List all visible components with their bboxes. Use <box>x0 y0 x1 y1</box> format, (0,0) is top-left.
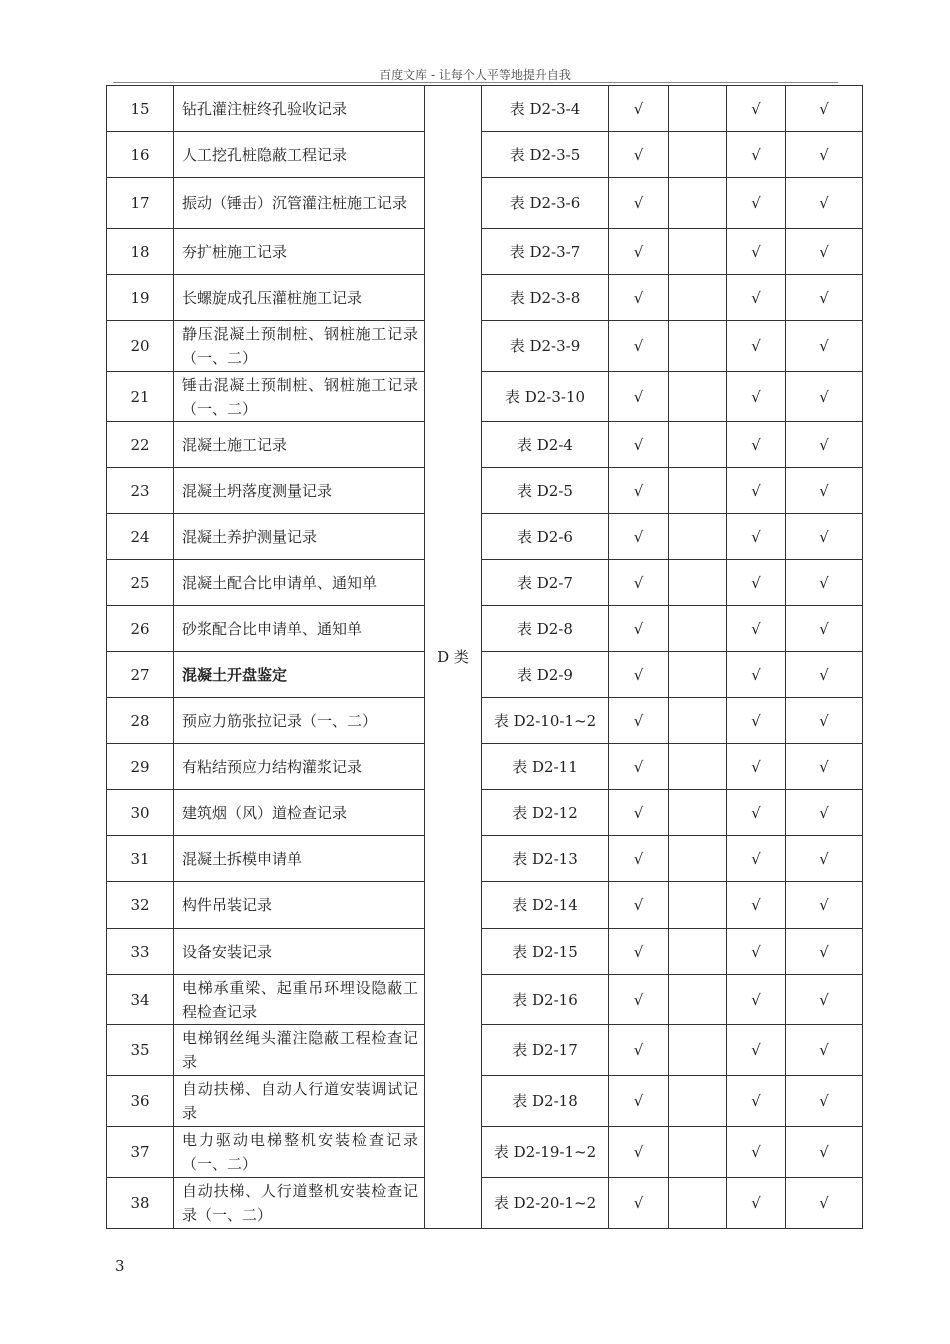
row-number-cell: 31 <box>107 836 174 882</box>
row-number-cell: 21 <box>107 372 174 422</box>
records-body <box>107 86 863 1229</box>
record-name-cell: 预应力筋张拉记录（一、二） <box>174 698 425 744</box>
row-number-cell: 16 <box>107 132 174 178</box>
check-cell-2 <box>669 178 727 229</box>
table-row <box>107 178 863 229</box>
form-code-cell: 表 D2-5 <box>482 468 609 514</box>
check-cell-4: √ <box>786 882 863 929</box>
check-cell-1: √ <box>609 606 669 652</box>
check-cell-3: √ <box>727 836 786 882</box>
check-cell-3: √ <box>727 514 786 560</box>
form-code-cell: 表 D2-3-5 <box>482 132 609 178</box>
form-code-cell: 表 D2-3-4 <box>482 86 609 132</box>
row-number-cell: 15 <box>107 86 174 132</box>
row-number-cell: 37 <box>107 1127 174 1178</box>
row-number-cell: 20 <box>107 321 174 372</box>
table-row <box>107 882 863 929</box>
table-row <box>107 1025 863 1076</box>
check-cell-1: √ <box>609 514 669 560</box>
check-cell-2 <box>669 86 727 132</box>
form-code-cell: 表 D2-3-6 <box>482 178 609 229</box>
table-row <box>107 652 863 698</box>
check-cell-4: √ <box>786 560 863 606</box>
form-code-cell: 表 D2-11 <box>482 744 609 790</box>
check-cell-4: √ <box>786 1127 863 1178</box>
row-number-cell: 38 <box>107 1178 174 1229</box>
check-cell-2 <box>669 1127 727 1178</box>
check-cell-3: √ <box>727 372 786 422</box>
record-name-cell: 振动（锤击）沉管灌注桩施工记录 <box>174 178 425 229</box>
check-cell-4: √ <box>786 975 863 1025</box>
check-cell-1: √ <box>609 132 669 178</box>
record-name-cell: 夯扩桩施工记录 <box>174 229 425 275</box>
check-cell-1: √ <box>609 372 669 422</box>
table-row <box>107 321 863 372</box>
check-cell-3: √ <box>727 132 786 178</box>
record-name-cell: 建筑烟（风）道检查记录 <box>174 790 425 836</box>
check-cell-4: √ <box>786 275 863 321</box>
check-cell-4: √ <box>786 744 863 790</box>
row-number-cell: 30 <box>107 790 174 836</box>
check-cell-4: √ <box>786 321 863 372</box>
form-code-cell: 表 D2-9 <box>482 652 609 698</box>
check-cell-3: √ <box>727 652 786 698</box>
check-cell-3: √ <box>727 178 786 229</box>
check-cell-3: √ <box>727 882 786 929</box>
check-cell-2 <box>669 882 727 929</box>
table-row <box>107 560 863 606</box>
check-cell-2 <box>669 744 727 790</box>
check-cell-4: √ <box>786 86 863 132</box>
record-name-cell: 锤击混凝土预制桩、钢桩施工记录（一、二） <box>174 372 425 422</box>
check-cell-2 <box>669 790 727 836</box>
check-cell-1: √ <box>609 744 669 790</box>
row-number-cell: 27 <box>107 652 174 698</box>
check-cell-3: √ <box>727 1127 786 1178</box>
row-number-cell: 28 <box>107 698 174 744</box>
check-cell-3: √ <box>727 790 786 836</box>
check-cell-2 <box>669 560 727 606</box>
check-cell-4: √ <box>786 929 863 975</box>
check-cell-4: √ <box>786 790 863 836</box>
check-cell-1: √ <box>609 652 669 698</box>
check-cell-4: √ <box>786 836 863 882</box>
check-cell-2 <box>669 422 727 468</box>
table-row <box>107 698 863 744</box>
row-number-cell: 18 <box>107 229 174 275</box>
form-code-cell: 表 D2-16 <box>482 975 609 1025</box>
check-cell-4: √ <box>786 1076 863 1127</box>
check-cell-1: √ <box>609 1178 669 1229</box>
table-row <box>107 929 863 975</box>
record-name-cell: 砂浆配合比申请单、通知单 <box>174 606 425 652</box>
table-row <box>107 86 863 132</box>
record-name-cell: 设备安装记录 <box>174 929 425 975</box>
page-number: 3 <box>115 1257 125 1275</box>
record-name-cell: 电梯承重梁、起重吊环埋设隐蔽工程检查记录 <box>174 975 425 1025</box>
check-cell-2 <box>669 372 727 422</box>
check-cell-4: √ <box>786 698 863 744</box>
check-cell-4: √ <box>786 178 863 229</box>
row-number-cell: 35 <box>107 1025 174 1076</box>
check-cell-1: √ <box>609 975 669 1025</box>
record-name-cell: 有粘结预应力结构灌浆记录 <box>174 744 425 790</box>
form-code-cell: 表 D2-7 <box>482 560 609 606</box>
form-code-cell: 表 D2-19-1~2 <box>482 1127 609 1178</box>
check-cell-3: √ <box>727 1076 786 1127</box>
check-cell-1: √ <box>609 698 669 744</box>
table-row <box>107 1178 863 1229</box>
check-cell-1: √ <box>609 882 669 929</box>
form-code-cell: 表 D2-20-1~2 <box>482 1178 609 1229</box>
check-cell-1: √ <box>609 86 669 132</box>
check-cell-4: √ <box>786 1025 863 1076</box>
check-cell-2 <box>669 836 727 882</box>
page-header: 百度文库 - 让每个人平等地提升自我 <box>379 68 571 82</box>
row-number-cell: 24 <box>107 514 174 560</box>
record-name-cell: 混凝土拆模申请单 <box>174 836 425 882</box>
record-name-cell: 混凝土养护测量记录 <box>174 514 425 560</box>
check-cell-4: √ <box>786 468 863 514</box>
check-cell-1: √ <box>609 275 669 321</box>
row-number-cell: 32 <box>107 882 174 929</box>
row-number-cell: 29 <box>107 744 174 790</box>
form-code-cell: 表 D2-13 <box>482 836 609 882</box>
form-code-cell: 表 D2-6 <box>482 514 609 560</box>
check-cell-1: √ <box>609 178 669 229</box>
table-row <box>107 275 863 321</box>
record-name-cell: 电梯钢丝绳头灌注隐蔽工程检查记录 <box>174 1025 425 1076</box>
form-code-cell: 表 D2-14 <box>482 882 609 929</box>
check-cell-1: √ <box>609 229 669 275</box>
row-number-cell: 17 <box>107 178 174 229</box>
check-cell-4: √ <box>786 652 863 698</box>
row-number-cell: 19 <box>107 275 174 321</box>
record-name-cell: 钻孔灌注桩终孔验收记录 <box>174 86 425 132</box>
table-row <box>107 1076 863 1127</box>
check-cell-3: √ <box>727 929 786 975</box>
row-number-cell: 22 <box>107 422 174 468</box>
check-cell-2 <box>669 321 727 372</box>
record-name-cell: 混凝土配合比申请单、通知单 <box>174 560 425 606</box>
check-cell-1: √ <box>609 560 669 606</box>
form-code-cell: 表 D2-18 <box>482 1076 609 1127</box>
check-cell-3: √ <box>727 468 786 514</box>
table-row <box>107 1127 863 1178</box>
check-cell-1: √ <box>609 929 669 975</box>
check-cell-2 <box>669 132 727 178</box>
record-name-cell: 自动扶梯、自动人行道安装调试记录 <box>174 1076 425 1127</box>
check-cell-2 <box>669 606 727 652</box>
record-name-cell: 混凝土施工记录 <box>174 422 425 468</box>
check-cell-2 <box>669 1025 727 1076</box>
check-cell-1: √ <box>609 422 669 468</box>
check-cell-3: √ <box>727 275 786 321</box>
records-table <box>106 85 863 1229</box>
check-cell-2 <box>669 652 727 698</box>
check-cell-2 <box>669 468 727 514</box>
table-row <box>107 132 863 178</box>
check-cell-3: √ <box>727 1178 786 1229</box>
check-cell-4: √ <box>786 372 863 422</box>
check-cell-1: √ <box>609 1025 669 1076</box>
check-cell-3: √ <box>727 321 786 372</box>
check-cell-4: √ <box>786 514 863 560</box>
table-row <box>107 468 863 514</box>
check-cell-3: √ <box>727 560 786 606</box>
row-number-cell: 26 <box>107 606 174 652</box>
check-cell-3: √ <box>727 744 786 790</box>
form-code-cell: 表 D2-3-9 <box>482 321 609 372</box>
table-row <box>107 836 863 882</box>
check-cell-4: √ <box>786 1178 863 1229</box>
check-cell-3: √ <box>727 698 786 744</box>
check-cell-1: √ <box>609 321 669 372</box>
table-row <box>107 790 863 836</box>
row-number-cell: 25 <box>107 560 174 606</box>
table-row <box>107 606 863 652</box>
check-cell-1: √ <box>609 836 669 882</box>
check-cell-2 <box>669 975 727 1025</box>
form-code-cell: 表 D2-8 <box>482 606 609 652</box>
row-number-cell: 34 <box>107 975 174 1025</box>
check-cell-4: √ <box>786 422 863 468</box>
record-name-cell: 混凝土开盘鉴定 <box>174 652 425 698</box>
record-name-cell: 静压混凝土预制桩、钢桩施工记录（一、二） <box>174 321 425 372</box>
table-row <box>107 372 863 422</box>
check-cell-1: √ <box>609 790 669 836</box>
check-cell-1: √ <box>609 1076 669 1127</box>
table-row <box>107 975 863 1025</box>
form-code-cell: 表 D2-17 <box>482 1025 609 1076</box>
check-cell-2 <box>669 229 727 275</box>
check-cell-3: √ <box>727 229 786 275</box>
check-cell-3: √ <box>727 86 786 132</box>
row-number-cell: 23 <box>107 468 174 514</box>
check-cell-4: √ <box>786 229 863 275</box>
table-row <box>107 422 863 468</box>
row-number-cell: 36 <box>107 1076 174 1127</box>
form-code-cell: 表 D2-12 <box>482 790 609 836</box>
record-name-cell: 混凝土坍落度测量记录 <box>174 468 425 514</box>
check-cell-2 <box>669 929 727 975</box>
record-name-cell: 人工挖孔桩隐蔽工程记录 <box>174 132 425 178</box>
check-cell-2 <box>669 275 727 321</box>
check-cell-2 <box>669 514 727 560</box>
check-cell-3: √ <box>727 1025 786 1076</box>
row-number-cell: 33 <box>107 929 174 975</box>
table-row <box>107 229 863 275</box>
record-name-cell: 电力驱动电梯整机安装检查记录（一、二） <box>174 1127 425 1178</box>
form-code-cell: 表 D2-10-1~2 <box>482 698 609 744</box>
form-code-cell: 表 D2-3-10 <box>482 372 609 422</box>
header-divider <box>113 82 838 83</box>
table-row <box>107 514 863 560</box>
form-code-cell: 表 D2-4 <box>482 422 609 468</box>
record-name-cell: 自动扶梯、人行道整机安装检查记录（一、二） <box>174 1178 425 1229</box>
form-code-cell: 表 D2-3-8 <box>482 275 609 321</box>
record-name-cell: 构件吊装记录 <box>174 882 425 929</box>
form-code-cell: 表 D2-3-7 <box>482 229 609 275</box>
check-cell-2 <box>669 698 727 744</box>
check-cell-1: √ <box>609 1127 669 1178</box>
check-cell-2 <box>669 1076 727 1127</box>
check-cell-4: √ <box>786 132 863 178</box>
check-cell-2 <box>669 1178 727 1229</box>
check-cell-4: √ <box>786 606 863 652</box>
record-name-cell: 长螺旋成孔压灌桩施工记录 <box>174 275 425 321</box>
form-code-cell: 表 D2-15 <box>482 929 609 975</box>
check-cell-3: √ <box>727 975 786 1025</box>
category-cell: D 类 <box>425 86 482 1229</box>
table-row <box>107 744 863 790</box>
check-cell-1: √ <box>609 468 669 514</box>
check-cell-3: √ <box>727 422 786 468</box>
check-cell-3: √ <box>727 606 786 652</box>
